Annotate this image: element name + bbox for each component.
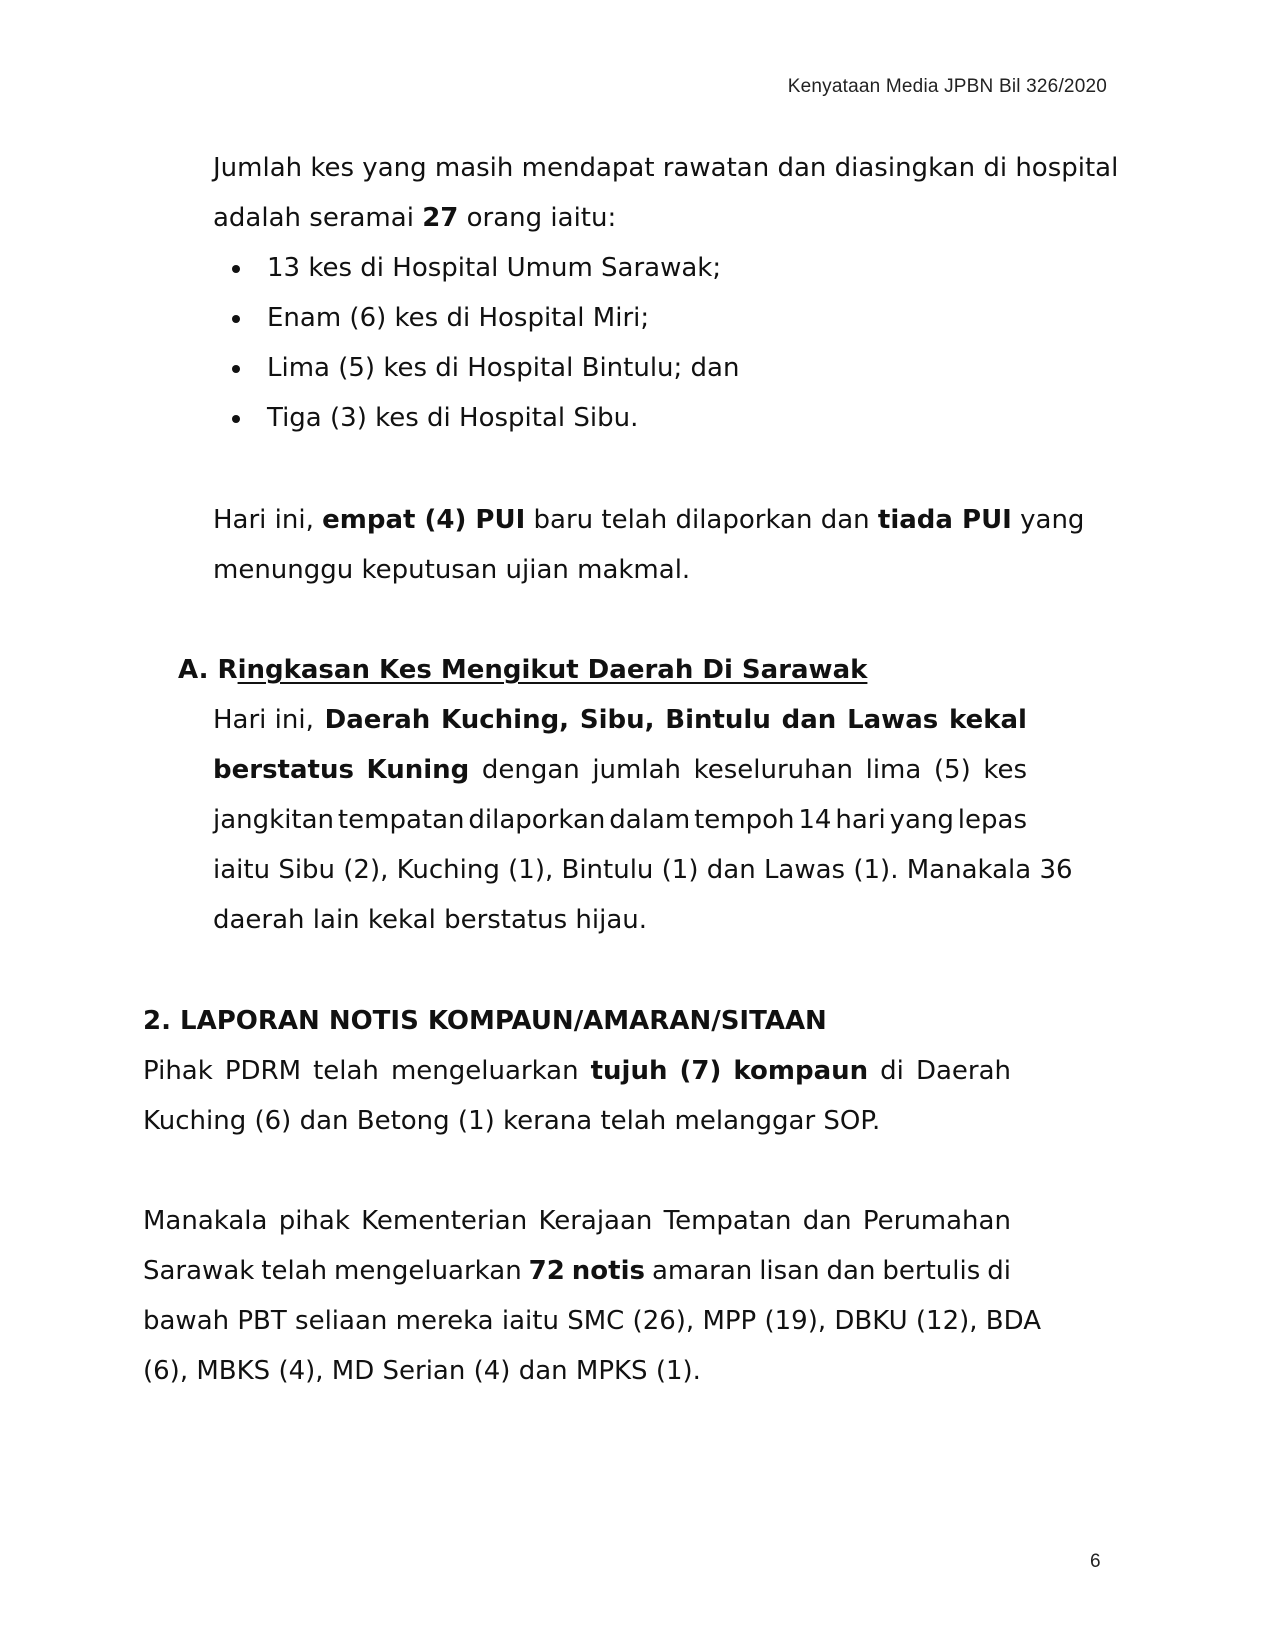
section-a-title: ingkasan Kes Mengikut Daerah Di Sarawak <box>237 655 868 685</box>
para2-text-c: baru telah dilaporkan dan <box>525 505 878 535</box>
section-a-line2 <box>213 757 1027 783</box>
section-2-heading <box>143 1008 827 1034</box>
word: Bintulu <box>665 705 771 735</box>
bullet-icon <box>232 415 240 423</box>
word: kompaun <box>733 1056 869 1086</box>
word: Pihak <box>143 1056 213 1086</box>
word: dengan <box>481 755 580 785</box>
word: hari <box>835 805 886 835</box>
word: Kuning <box>366 755 470 785</box>
section-a-line3 <box>213 807 1027 833</box>
section-2-p1-line2: Kuching (6) dan Betong (1) kerana telah melanggar SOP. <box>143 1106 881 1136</box>
para1-line2-count: 27 <box>422 203 459 233</box>
word: jangkitan <box>213 805 335 835</box>
word: Kuching, <box>441 705 570 735</box>
word: dalam <box>609 805 691 835</box>
list-item-text: Tiga (3) kes di Hospital Sibu. <box>267 403 639 433</box>
para2-text-e: yang <box>1011 505 1085 535</box>
list-item-text: 13 kes di Hospital Umum Sarawak; <box>267 253 722 283</box>
word: amaran <box>651 1256 753 1286</box>
para2-line1 <box>213 507 1084 533</box>
word: kekal <box>948 705 1027 735</box>
word: Sibu, <box>579 705 655 735</box>
word: telah <box>261 1256 328 1286</box>
section-a-heading <box>178 657 867 683</box>
word: (5) <box>933 755 971 785</box>
word: Sarawak <box>143 1256 255 1286</box>
section-2-p2-line2 <box>143 1258 1011 1284</box>
para2-bold-d: tiada PUI <box>877 505 1012 535</box>
word: PDRM <box>224 1056 302 1086</box>
para1-line2 <box>213 205 616 231</box>
list-item-text: Lima (5) kes di Hospital Bintulu; dan <box>267 353 740 383</box>
word: tempoh <box>694 805 795 835</box>
word: Lawas <box>847 705 939 735</box>
section-2-title: 2. LAPORAN NOTIS KOMPAUN/AMARAN/SITAAN <box>143 1006 827 1036</box>
word: mengeluarkan <box>390 1056 579 1086</box>
word: keseluruhan <box>693 755 854 785</box>
section-a-prefix: A. R <box>178 655 238 685</box>
para2-text-a: Hari ini, <box>213 505 323 535</box>
word: (7) <box>679 1056 722 1086</box>
word: dan <box>826 1256 876 1286</box>
section-a-line1 <box>213 707 1027 733</box>
word: Tempatan <box>663 1206 792 1236</box>
word: dilaporkan <box>468 805 606 835</box>
word: berstatus <box>213 755 354 785</box>
word: dan <box>781 705 837 735</box>
bullet-icon <box>232 265 240 273</box>
word: di <box>987 1256 1011 1286</box>
list-item-text: Enam (6) kes di Hospital Miri; <box>267 303 650 333</box>
para1-line1: Jumlah kes yang masih mendapat rawatan dan diasingkan di hospital <box>213 153 1119 183</box>
word: Hari ini, <box>213 705 314 735</box>
section-a-line5: daerah lain kekal berstatus hijau. <box>213 905 648 935</box>
word: 14 <box>798 805 832 835</box>
word: notis <box>571 1256 645 1286</box>
para2-line2: menunggu keputusan ujian makmal. <box>213 555 691 585</box>
word: lepas <box>957 805 1027 835</box>
section-2-p2-line4: (6), MBKS (4), MD Serian (4) dan MPKS (1). <box>143 1356 701 1386</box>
word: Kerajaan <box>538 1206 653 1236</box>
word: bertulis <box>882 1256 981 1286</box>
page-header: Kenyataan Media JPBN Bil 326/2020 <box>787 76 1107 97</box>
word: pihak <box>278 1206 350 1236</box>
section-2-p2-line1 <box>143 1208 1011 1234</box>
para1-line2-b: orang iaitu: <box>458 203 617 233</box>
word: Manakala <box>143 1206 268 1236</box>
bullet-icon <box>232 365 240 373</box>
word: lima <box>865 755 922 785</box>
word: telah <box>313 1056 379 1086</box>
word: tujuh <box>590 1056 668 1086</box>
word: lisan <box>759 1256 820 1286</box>
word: jumlah <box>592 755 681 785</box>
section-2-p1-line1 <box>143 1058 1011 1084</box>
word: Kementerian <box>361 1206 528 1236</box>
word: tempatan <box>337 805 465 835</box>
word: dan <box>802 1206 852 1236</box>
word: yang <box>889 805 954 835</box>
para2-bold-b: empat (4) PUI <box>322 505 526 535</box>
word: Perumahan <box>862 1206 1011 1236</box>
word: mengeluarkan <box>334 1256 522 1286</box>
section-a-line4: iaitu Sibu (2), Kuching (1), Bintulu (1) dan Lawas (1). Manakala 36 <box>213 855 1073 885</box>
word: Daerah <box>915 1056 1011 1086</box>
word: kes <box>983 755 1027 785</box>
section-2-p2-line3: bawah PBT seliaan mereka iaitu SMC (26), MPP (19), DBKU (12), BDA <box>143 1306 1041 1336</box>
word: 72 <box>528 1256 565 1286</box>
para1-line2-a: adalah seramai <box>213 203 423 233</box>
page-number: 6 <box>1090 1551 1101 1572</box>
word: Daerah <box>324 705 431 735</box>
word: di <box>880 1056 904 1086</box>
bullet-icon <box>232 315 240 323</box>
